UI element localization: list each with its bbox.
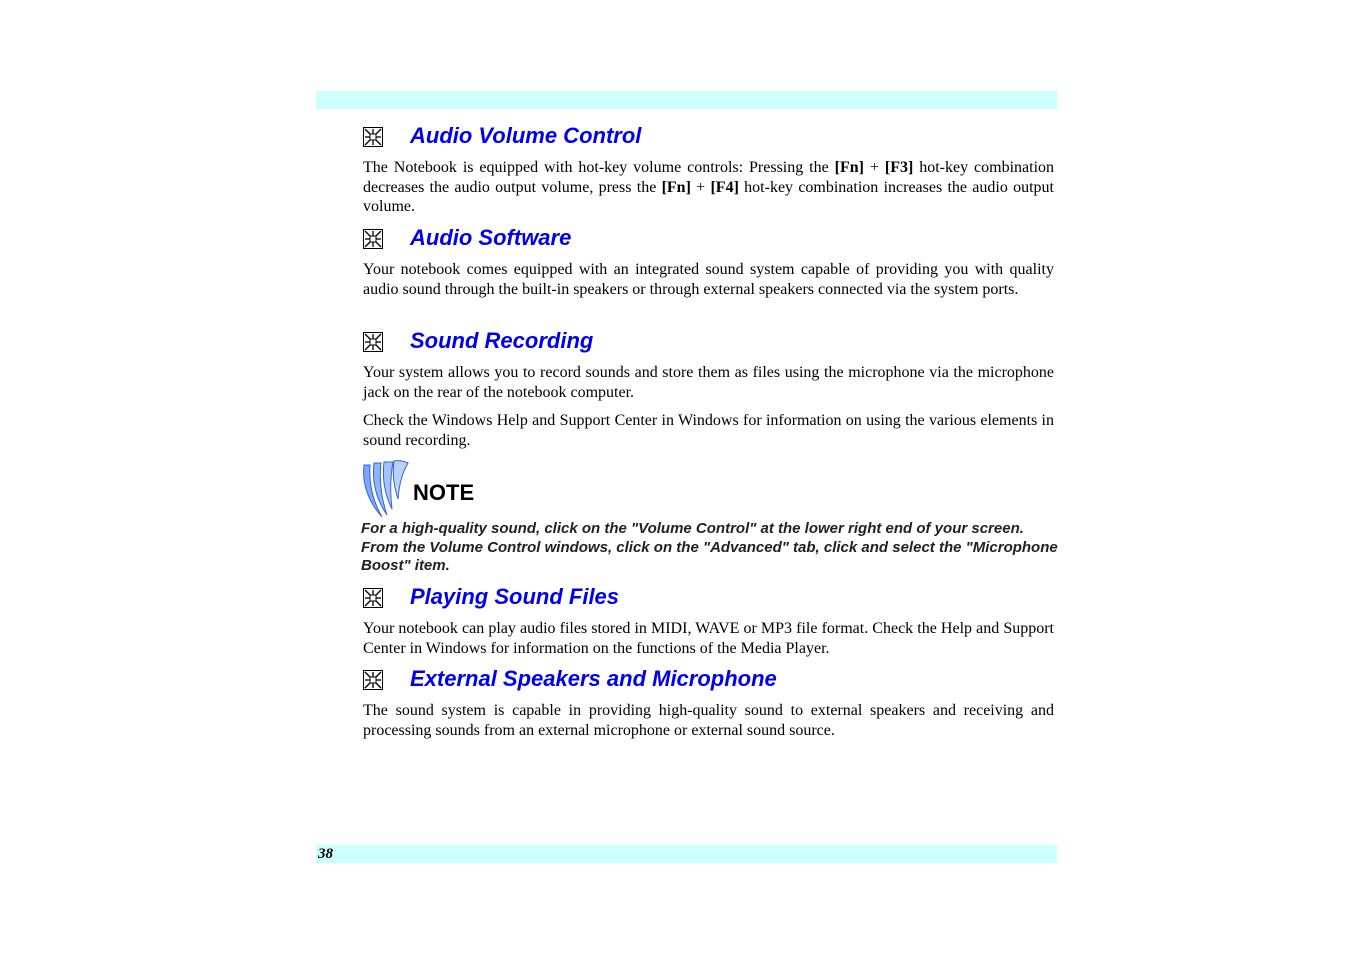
paragraph-sound-recording-2: Check the Windows Help and Support Center in Windows for information on using the various elements in sound recording. — [363, 412, 1054, 449]
note-quill-icon — [360, 459, 412, 519]
page-number: 38 — [318, 846, 333, 862]
paragraph-sound-recording-1: Your system allows you to record sounds and store them as files using the microphone via the microphone jack on the rear of the notebook computer. — [363, 364, 1054, 401]
paragraph-playing-sound-files: Your notebook can play audio files stored in MIDI, WAVE or MP3 file format. Check the Help and Support Center in Windows for information on the functions of the Media Player. — [363, 620, 1054, 657]
paragraph-external-speakers: The sound system is capable in providing high-quality sound to external speakers and receiving and processing sounds from an external microphone or external sound source. — [363, 702, 1054, 739]
starburst-box-icon — [363, 127, 383, 147]
starburst-box-icon — [363, 229, 383, 249]
header-band — [316, 91, 1057, 109]
note-label: NOTE — [413, 480, 475, 505]
footer-band — [316, 845, 1057, 863]
section-title: Playing Sound Files — [410, 584, 620, 609]
starburst-box-icon — [363, 670, 383, 690]
paragraph-audio-software: Your notebook comes equipped with an integrated sound system capable of providing you with quality audio sound through the built-in speakers or through external speakers connected via the system ports. — [363, 261, 1054, 298]
starburst-box-icon — [363, 332, 383, 352]
note-text: For a high-quality sound, click on the "Volume Control" at the lower right end of your screen. From the Volume Control windows, click on the "Advanced" tab, click and select the "Microphone Boost" item. — [361, 520, 1058, 574]
section-title: External Speakers and Microphone — [410, 666, 777, 691]
section-title: Audio Software — [410, 225, 572, 250]
starburst-box-icon — [363, 588, 383, 608]
section-title: Sound Recording — [410, 328, 594, 353]
paragraph-audio-volume-control: The Notebook is equipped with hot-key volume controls: Pressing the [Fn] + [F3] hot-key combination decreases the audio output volume, press the [Fn] + [F4] hot-key combination increases the audio output volume. — [363, 159, 1055, 215]
section-title: Audio Volume Control — [410, 123, 642, 148]
